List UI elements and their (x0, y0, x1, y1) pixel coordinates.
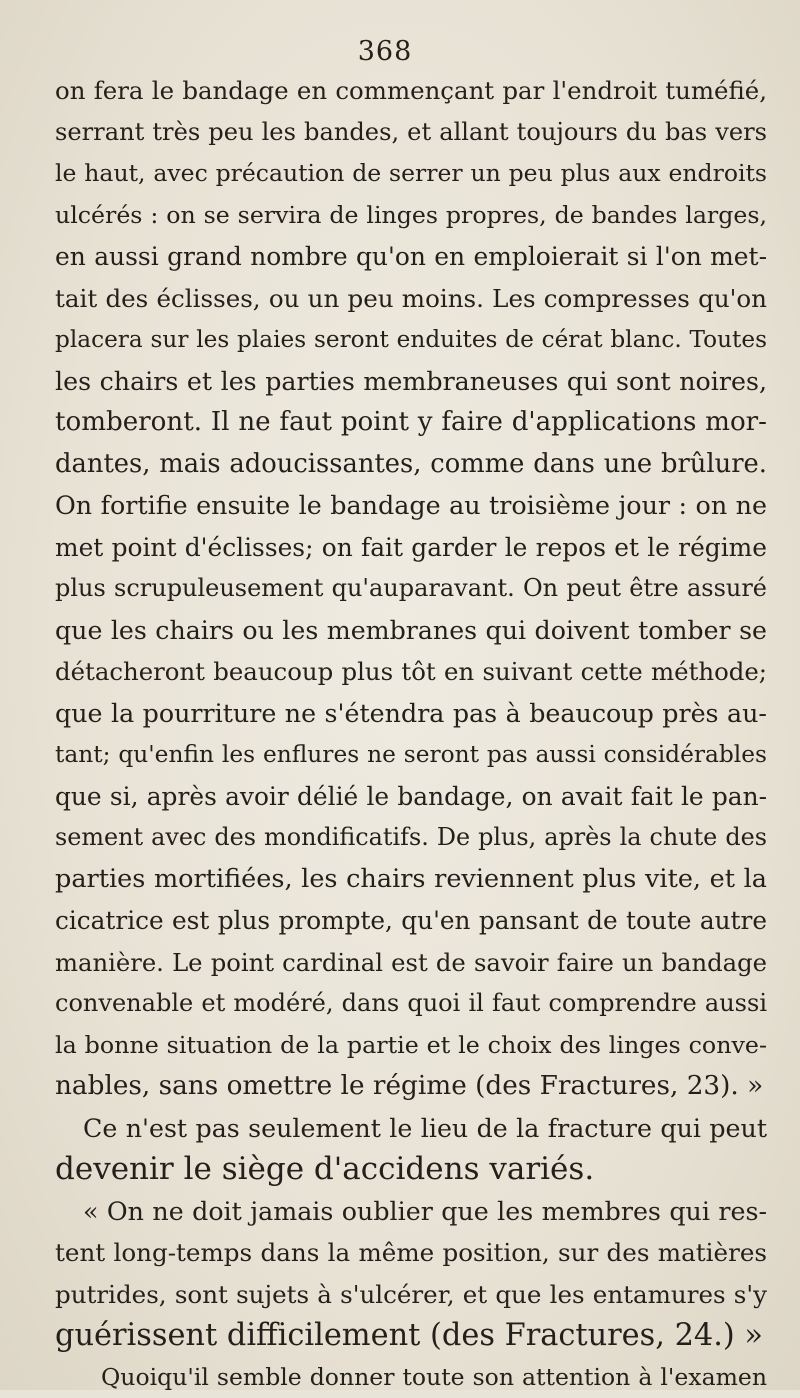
page-number: 368 (0, 36, 770, 67)
text-line: placera sur les plaies seront enduites de cérat blanc. Toutes (55, 319, 767, 361)
text-line: ulcérés : on se servira de linges propres, de bandes larges, (55, 195, 767, 237)
page-body-text (55, 70, 767, 1398)
text-line: que les chairs ou les membranes qui doivent tomber se (55, 610, 767, 652)
text-line: détacheront beaucoup plus tôt en suivant cette méthode; (55, 651, 767, 693)
text-line: dantes, mais adoucissantes, comme dans une brûlure. (55, 444, 767, 486)
text-line: nables, sans omettre le régime (des Fractures, 23). » (55, 1066, 767, 1108)
text-line: le haut, avec précaution de serrer un peu plus aux endroits (55, 153, 767, 195)
text-line: tait des éclisses, ou un peu moins. Les compresses qu'on (55, 278, 767, 320)
text-line: tant; qu'enfin les enflures ne seront pas aussi considérables (55, 734, 767, 776)
text-line: tomberont. Il ne faut point y faire d'applications mor- (55, 402, 767, 444)
text-line: convenable et modéré, dans quoi il faut comprendre aussi (55, 983, 767, 1025)
text-line: serrant très peu les bandes, et allant toujours du bas vers (55, 112, 767, 154)
text-line: les chairs et les parties membraneuses qui sont noires, (55, 361, 767, 403)
text-line: putrides, sont sujets à s'ulcérer, et que les entamures s'y (55, 1274, 767, 1316)
text-line: devenir le siège d'accidens variés. (55, 1149, 767, 1191)
text-line: « On ne doit jamais oublier que les membres qui res- (55, 1191, 767, 1233)
text-line: que la pourriture ne s'étendra pas à beaucoup près au- (55, 693, 767, 735)
text-line: plus scrupuleusement qu'auparavant. On peut être assuré (55, 568, 767, 610)
text-line: la bonne situation de la partie et le choix des linges conve- (55, 1025, 767, 1067)
text-line: on fera le bandage en commençant par l'endroit tuméfié, (55, 70, 767, 112)
text-line: que si, après avoir délié le bandage, on avait fait le pan- (55, 776, 767, 818)
text-line: manière. Le point cardinal est de savoir faire un bandage (55, 942, 767, 984)
text-line: Quoiqu'il semble donner toute son attention à l'examen (55, 1357, 767, 1398)
text-line: cicatrice est plus prompte, qu'en pansant de toute autre (55, 900, 767, 942)
text-line: guérissent difficilement (des Fractures, 24.) » (55, 1315, 767, 1357)
text-line: sement avec des mondificatifs. De plus, après la chute des (55, 817, 767, 859)
text-line: tent long-temps dans la même position, sur des matières (55, 1232, 767, 1274)
text-line: On fortifie ensuite le bandage au troisième jour : on ne (55, 485, 767, 527)
text-line: met point d'éclisses; on fait garder le repos et le régime (55, 527, 767, 569)
text-line: parties mortifiées, les chairs reviennent plus vite, et la (55, 859, 767, 901)
text-line: Ce n'est pas seulement le lieu de la fracture qui peut (55, 1108, 767, 1150)
text-line: en aussi grand nombre qu'on en emploierait si l'on met- (55, 236, 767, 278)
